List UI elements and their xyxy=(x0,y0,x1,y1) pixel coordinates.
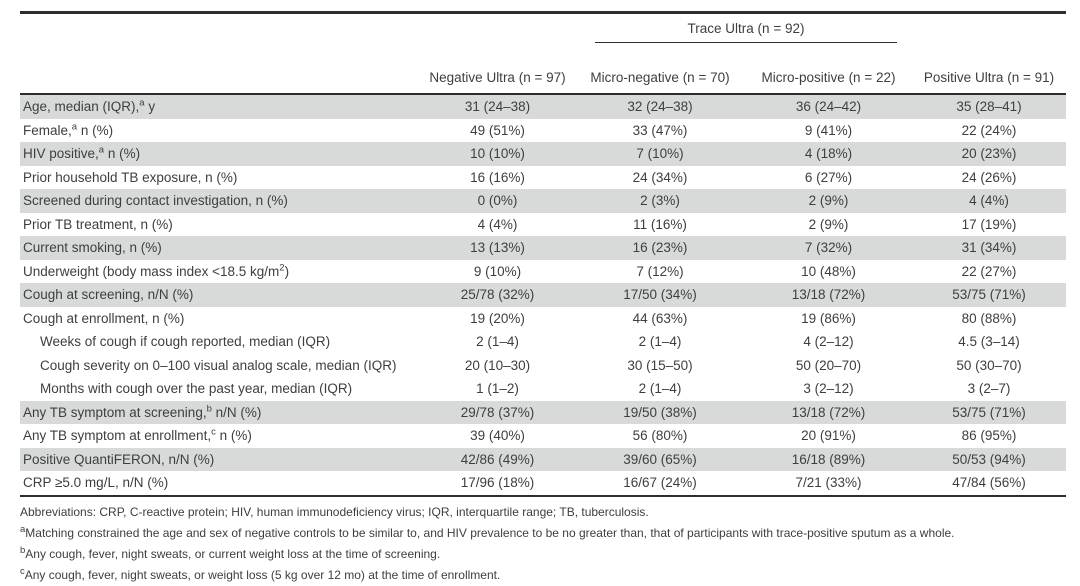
spanner-header-label: Trace Ultra (n = 92) xyxy=(687,21,805,36)
row-label: Age, median (IQR),$^a$ y xyxy=(23,97,156,115)
table-row xyxy=(20,377,1066,401)
cell-value: 32 (24–38) xyxy=(627,99,693,115)
column-header-row xyxy=(20,49,1066,94)
table-row xyxy=(20,119,1066,143)
cell-value: 80 (88%) xyxy=(961,310,1017,326)
table-row xyxy=(20,94,1066,119)
cell-value: 53/75 (71%) xyxy=(952,287,1026,303)
cell-value: 35 (28–41) xyxy=(956,99,1022,115)
row-label: Cough severity on 0–100 visual analog scale, median (IQR) xyxy=(40,357,397,373)
cell-value: 31 (24–38) xyxy=(464,99,531,115)
cell-value: 39/60 (65%) xyxy=(623,451,697,467)
cell-value: 33 (47%) xyxy=(632,122,688,138)
row-label: Cough at enrollment, n (%) xyxy=(23,310,185,326)
cell-value: 4 (4%) xyxy=(969,193,1009,209)
cell-value: 49 (51%) xyxy=(470,122,525,138)
column-header-negative-ultra: Negative Ultra (n = 97) xyxy=(420,49,575,94)
cell-value: 25/78 (32%) xyxy=(460,287,535,303)
footnote-line: $^b$Any cough, fever, night sweats, or current weight loss at the time of screening. xyxy=(20,544,441,561)
cell-value: 2 (1–4) xyxy=(476,334,519,350)
table-row xyxy=(20,283,1066,307)
cell-value: 17/96 (18%) xyxy=(420,471,575,496)
table-row xyxy=(20,307,1066,331)
row-label: Prior household TB exposure, n (%) xyxy=(23,169,238,185)
cell-value: 86 (95%) xyxy=(961,428,1017,444)
cell-value: 50 (20–70) xyxy=(795,357,862,373)
cell-value: 0 (0%) xyxy=(477,193,518,209)
cell-value: 7 (32%) xyxy=(804,240,853,256)
row-label: Any TB symptom at enrollment,$^c$ n (%) xyxy=(23,426,252,444)
spacer-cell xyxy=(912,13,1066,50)
row-label: Months with cough over the past year, median (IQR) xyxy=(40,381,353,397)
row-label: Weeks of cough if cough reported, median (IQR) xyxy=(40,334,331,350)
row-label: HIV positive,$^a$ n (%) xyxy=(23,144,141,162)
row-label: Cough at screening, n/N (%) xyxy=(23,287,194,303)
cell-value: 20 (10–30) xyxy=(464,357,531,373)
table-row xyxy=(20,189,1066,213)
cell-value: 56 (80%) xyxy=(632,428,688,444)
cell-value: 20 (23%) xyxy=(961,146,1017,162)
cell-value: 20 (91%) xyxy=(801,428,856,444)
cell-value: 44 (63%) xyxy=(632,310,688,326)
cell-value: 53/75 (71%) xyxy=(952,404,1026,420)
table-row xyxy=(20,166,1066,190)
cell-value: 13 (13%) xyxy=(470,240,525,256)
cell-value: 10 (48%) xyxy=(801,263,856,279)
cell-value: 16/67 (24%) xyxy=(575,471,745,496)
table-row xyxy=(20,142,1066,166)
cell-value: 9 (10%) xyxy=(473,263,522,279)
footnote-line: $^c$Any cough, fever, night sweats, or weight loss (5 kg over 12 mo) at the time of enrollment. xyxy=(20,565,501,582)
footnote-line: $^a$Matching constrained the age and sex of negative controls to be similar to, and HIV prevalence to be no greater than, that of participants with trace-positive sputum as a whole. xyxy=(20,523,955,540)
cell-value: 4 (18%) xyxy=(804,146,853,162)
footnote-marker: 2 xyxy=(279,262,285,274)
cell-value: 6 (27%) xyxy=(804,169,853,185)
cell-value: 36 (24–42) xyxy=(795,99,862,115)
cell-value: 31 (34%) xyxy=(961,240,1017,256)
cell-value: 3 (2–12) xyxy=(803,381,854,397)
spanner-header-cell xyxy=(575,13,912,50)
cell-value: 42/86 (49%) xyxy=(460,451,535,467)
spacer-cell xyxy=(20,13,420,50)
cell-value: 11 (16%) xyxy=(633,216,687,232)
table-body xyxy=(20,94,1066,496)
footnote-marker: a xyxy=(98,144,105,156)
table-row xyxy=(20,330,1066,354)
cell-value: 2 (9%) xyxy=(808,193,849,209)
cell-value: 4.5 (3–14) xyxy=(958,334,1020,350)
cell-value: 24 (26%) xyxy=(961,169,1017,185)
cell-value: 16 (16%) xyxy=(470,169,525,185)
table-row xyxy=(20,424,1066,448)
table-row xyxy=(20,213,1066,237)
cell-value: 13/18 (72%) xyxy=(791,404,866,420)
spacer-cell xyxy=(420,13,575,50)
cell-value: 2 (1–4) xyxy=(638,334,682,350)
row-label: Underweight (body mass index <18.5 $kg/m^2$) xyxy=(23,262,290,279)
cell-value: 2 (3%) xyxy=(640,193,680,209)
row-label: Positive QuantiFERON, n/N (%) xyxy=(23,451,215,467)
cell-value: 50 (30–70) xyxy=(956,357,1022,373)
cell-value: 3 (2–7) xyxy=(967,381,1011,397)
footnote-marker: a xyxy=(71,121,78,133)
cell-value: 50/53 (94%) xyxy=(952,451,1026,467)
characteristics-table xyxy=(20,11,1066,497)
table-row xyxy=(20,354,1066,378)
row-label: CRP ≥5.0 mg/L, n/N (%) xyxy=(20,471,420,496)
cell-value: 22 (24%) xyxy=(961,122,1017,138)
column-header-micro-positive: Micro-positive (n = 22) xyxy=(745,49,912,94)
row-label: Female,$^a$ n (%) xyxy=(23,121,114,138)
cell-value: 2 (1–4) xyxy=(638,381,682,397)
table-row xyxy=(20,448,1066,472)
cell-value: 1 (1–2) xyxy=(476,381,519,397)
cell-value: 22 (27%) xyxy=(961,263,1017,279)
footnote-marker: b xyxy=(206,403,212,415)
footnote-line: Abbreviations: CRP, C-reactive protein; HIV, human immunodeficiency virus; IQR, interquartile range; TB, tuberculosis. xyxy=(20,504,649,519)
cell-value: 19 (20%) xyxy=(470,310,525,326)
cell-value: 10 (10%) xyxy=(470,146,525,162)
footnote-marker: c xyxy=(20,565,25,577)
row-label: Screened during contact investigation, n (%) xyxy=(23,193,288,209)
cell-value: 47/84 (56%) xyxy=(912,471,1066,496)
cell-value: 24 (34%) xyxy=(632,169,688,185)
cell-value: 16/18 (89%) xyxy=(791,451,866,467)
cell-value: 29/78 (37%) xyxy=(460,404,535,420)
table-row xyxy=(20,471,1066,496)
cell-value: 7 (10%) xyxy=(636,146,684,162)
table-row xyxy=(20,260,1066,284)
row-label: Prior TB treatment, n (%) xyxy=(23,216,173,232)
cell-value: 19 (86%) xyxy=(801,310,856,326)
column-header-positive-ultra: Positive Ultra (n = 91) xyxy=(912,49,1066,94)
row-label: Any TB symptom at screening,$^b$ n/N (%) xyxy=(23,403,262,420)
footnote-marker: a xyxy=(139,97,145,109)
footnotes xyxy=(20,502,1066,586)
cell-value: 2 (9%) xyxy=(808,216,849,232)
footnote-marker: a xyxy=(20,523,26,535)
footnote-marker: b xyxy=(20,544,26,556)
cell-value: 7 (12%) xyxy=(636,263,684,279)
cell-value: 16 (23%) xyxy=(632,240,688,256)
cell-value: 9 (41%) xyxy=(804,122,853,138)
cell-value: 7/21 (33%) xyxy=(745,471,912,496)
column-header-micro-negative: Micro-negative (n = 70) xyxy=(575,49,745,94)
cell-value: 17/50 (34%) xyxy=(623,287,697,303)
row-label: Current smoking, n (%) xyxy=(23,240,162,256)
spanner-header-row xyxy=(20,13,1066,50)
table-row xyxy=(20,236,1066,260)
spacer-cell xyxy=(20,49,420,94)
cell-value: 17 (19%) xyxy=(961,216,1017,232)
cell-value: 39 (40%) xyxy=(470,428,525,444)
cell-value: 4 (2–12) xyxy=(803,334,854,350)
spanner-underline xyxy=(595,14,897,43)
cell-value: 4 (4%) xyxy=(477,216,518,232)
cell-value: 19/50 (38%) xyxy=(623,404,697,420)
table-header xyxy=(20,13,1066,95)
footnote-marker: c xyxy=(211,426,216,438)
cell-value: 30 (15–50) xyxy=(627,357,693,373)
cell-value: 13/18 (72%) xyxy=(791,287,866,303)
table-row xyxy=(20,401,1066,425)
